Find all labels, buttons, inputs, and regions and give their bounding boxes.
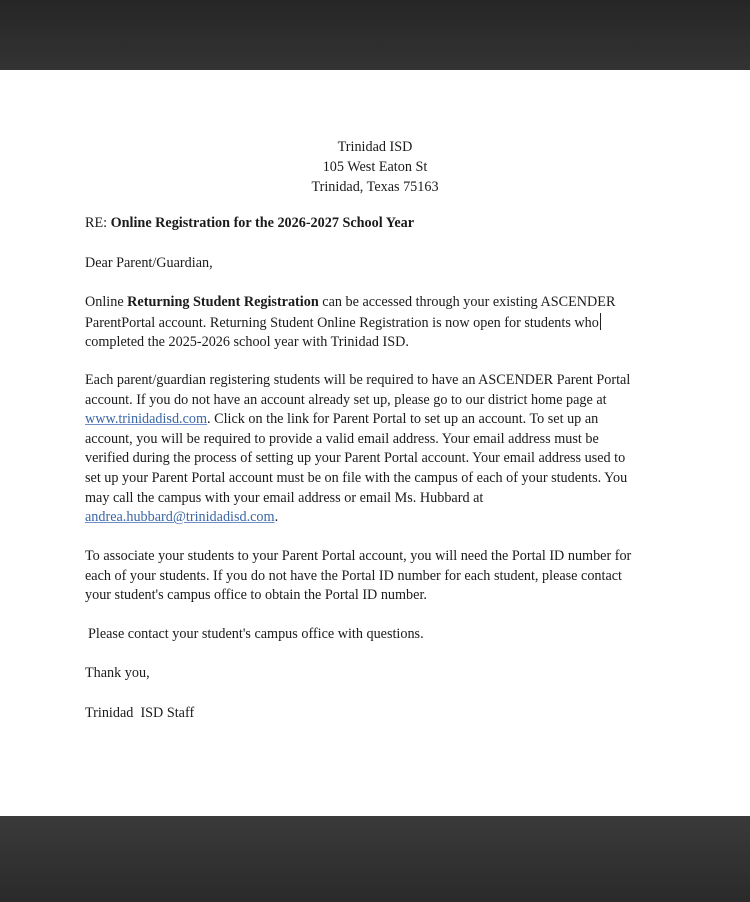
p2-line7: may call the campus with your email address or email Ms. Hubbard at — [85, 489, 484, 506]
p2-line8-rest: . — [274, 509, 279, 526]
p2-line5: verified during the process of setting up your Parent Portal account. Your email address used to — [85, 450, 626, 467]
salutation — [85, 254, 675, 274]
contact-email-link[interactable]: andrea.hubbard@trinidadisd.com — [85, 509, 275, 526]
paragraph-parent-portal — [85, 371, 675, 528]
paragraph-registration-intro — [85, 293, 675, 353]
p1-bold-term: Returning Student Registration — [127, 294, 319, 310]
subject-title: Online Registration for the 2026-2027 School Year — [110, 215, 415, 231]
letter-page — [0, 70, 750, 816]
p2-line6: set up your Parent Portal account must be on file with the campus of each of your students. You — [85, 469, 628, 486]
p2-line4: account, you will be required to provide a valid email address. Your email address must be — [85, 430, 599, 447]
p1-line3: completed the 2025-2026 school year with Trinidad ISD. — [85, 334, 409, 351]
subject-line — [85, 214, 675, 234]
salutation-text: Dear Parent/Guardian, — [85, 255, 213, 271]
org-name: Trinidad ISD — [337, 139, 413, 155]
letterhead-address — [0, 137, 750, 197]
p2-line1: Each parent/guardian registering students will be required to have an ASCENDER Parent Portal — [85, 372, 631, 388]
p1-line1-start: Online — [85, 294, 128, 310]
signature — [85, 704, 675, 724]
district-website-link[interactable]: www.trinidadisd.com — [85, 411, 208, 428]
closing — [85, 664, 675, 684]
bottom-dark-band — [0, 816, 750, 902]
paragraph-portal-id — [85, 547, 675, 606]
p3-line3: your student's campus office to obtain the Portal ID number. — [85, 587, 427, 604]
p2-line3-rest: . Click on the link for Parent Portal to set up an account. To set up an — [207, 411, 599, 428]
p3-line1: To associate your students to your Parent Portal account, you will need the Portal ID number for — [85, 548, 632, 564]
city-state-zip: Trinidad, Texas 75163 — [311, 179, 439, 195]
subject-prefix: RE: — [85, 215, 111, 231]
p1-line2: ParentPortal account. Returning Student Online Registration is now open for students who — [85, 314, 599, 331]
p1-line1-end: can be accessed through your existing ASCENDER — [318, 294, 616, 310]
p2-line2: account. If you do not have an account already set up, please go to our district home page at — [85, 391, 607, 408]
closing-text: Thank you, — [85, 665, 150, 681]
text-cursor — [600, 313, 601, 330]
signature-text: Trinidad ISD Staff — [85, 705, 195, 721]
paragraph-contact — [88, 625, 678, 645]
street-address: 105 West Eaton St — [322, 159, 428, 175]
top-dark-band — [0, 0, 750, 70]
p3-line2: each of your students. If you do not have the Portal ID number for each student, please contact — [85, 567, 622, 584]
p4-line1: Please contact your student's campus office with questions. — [88, 626, 424, 642]
